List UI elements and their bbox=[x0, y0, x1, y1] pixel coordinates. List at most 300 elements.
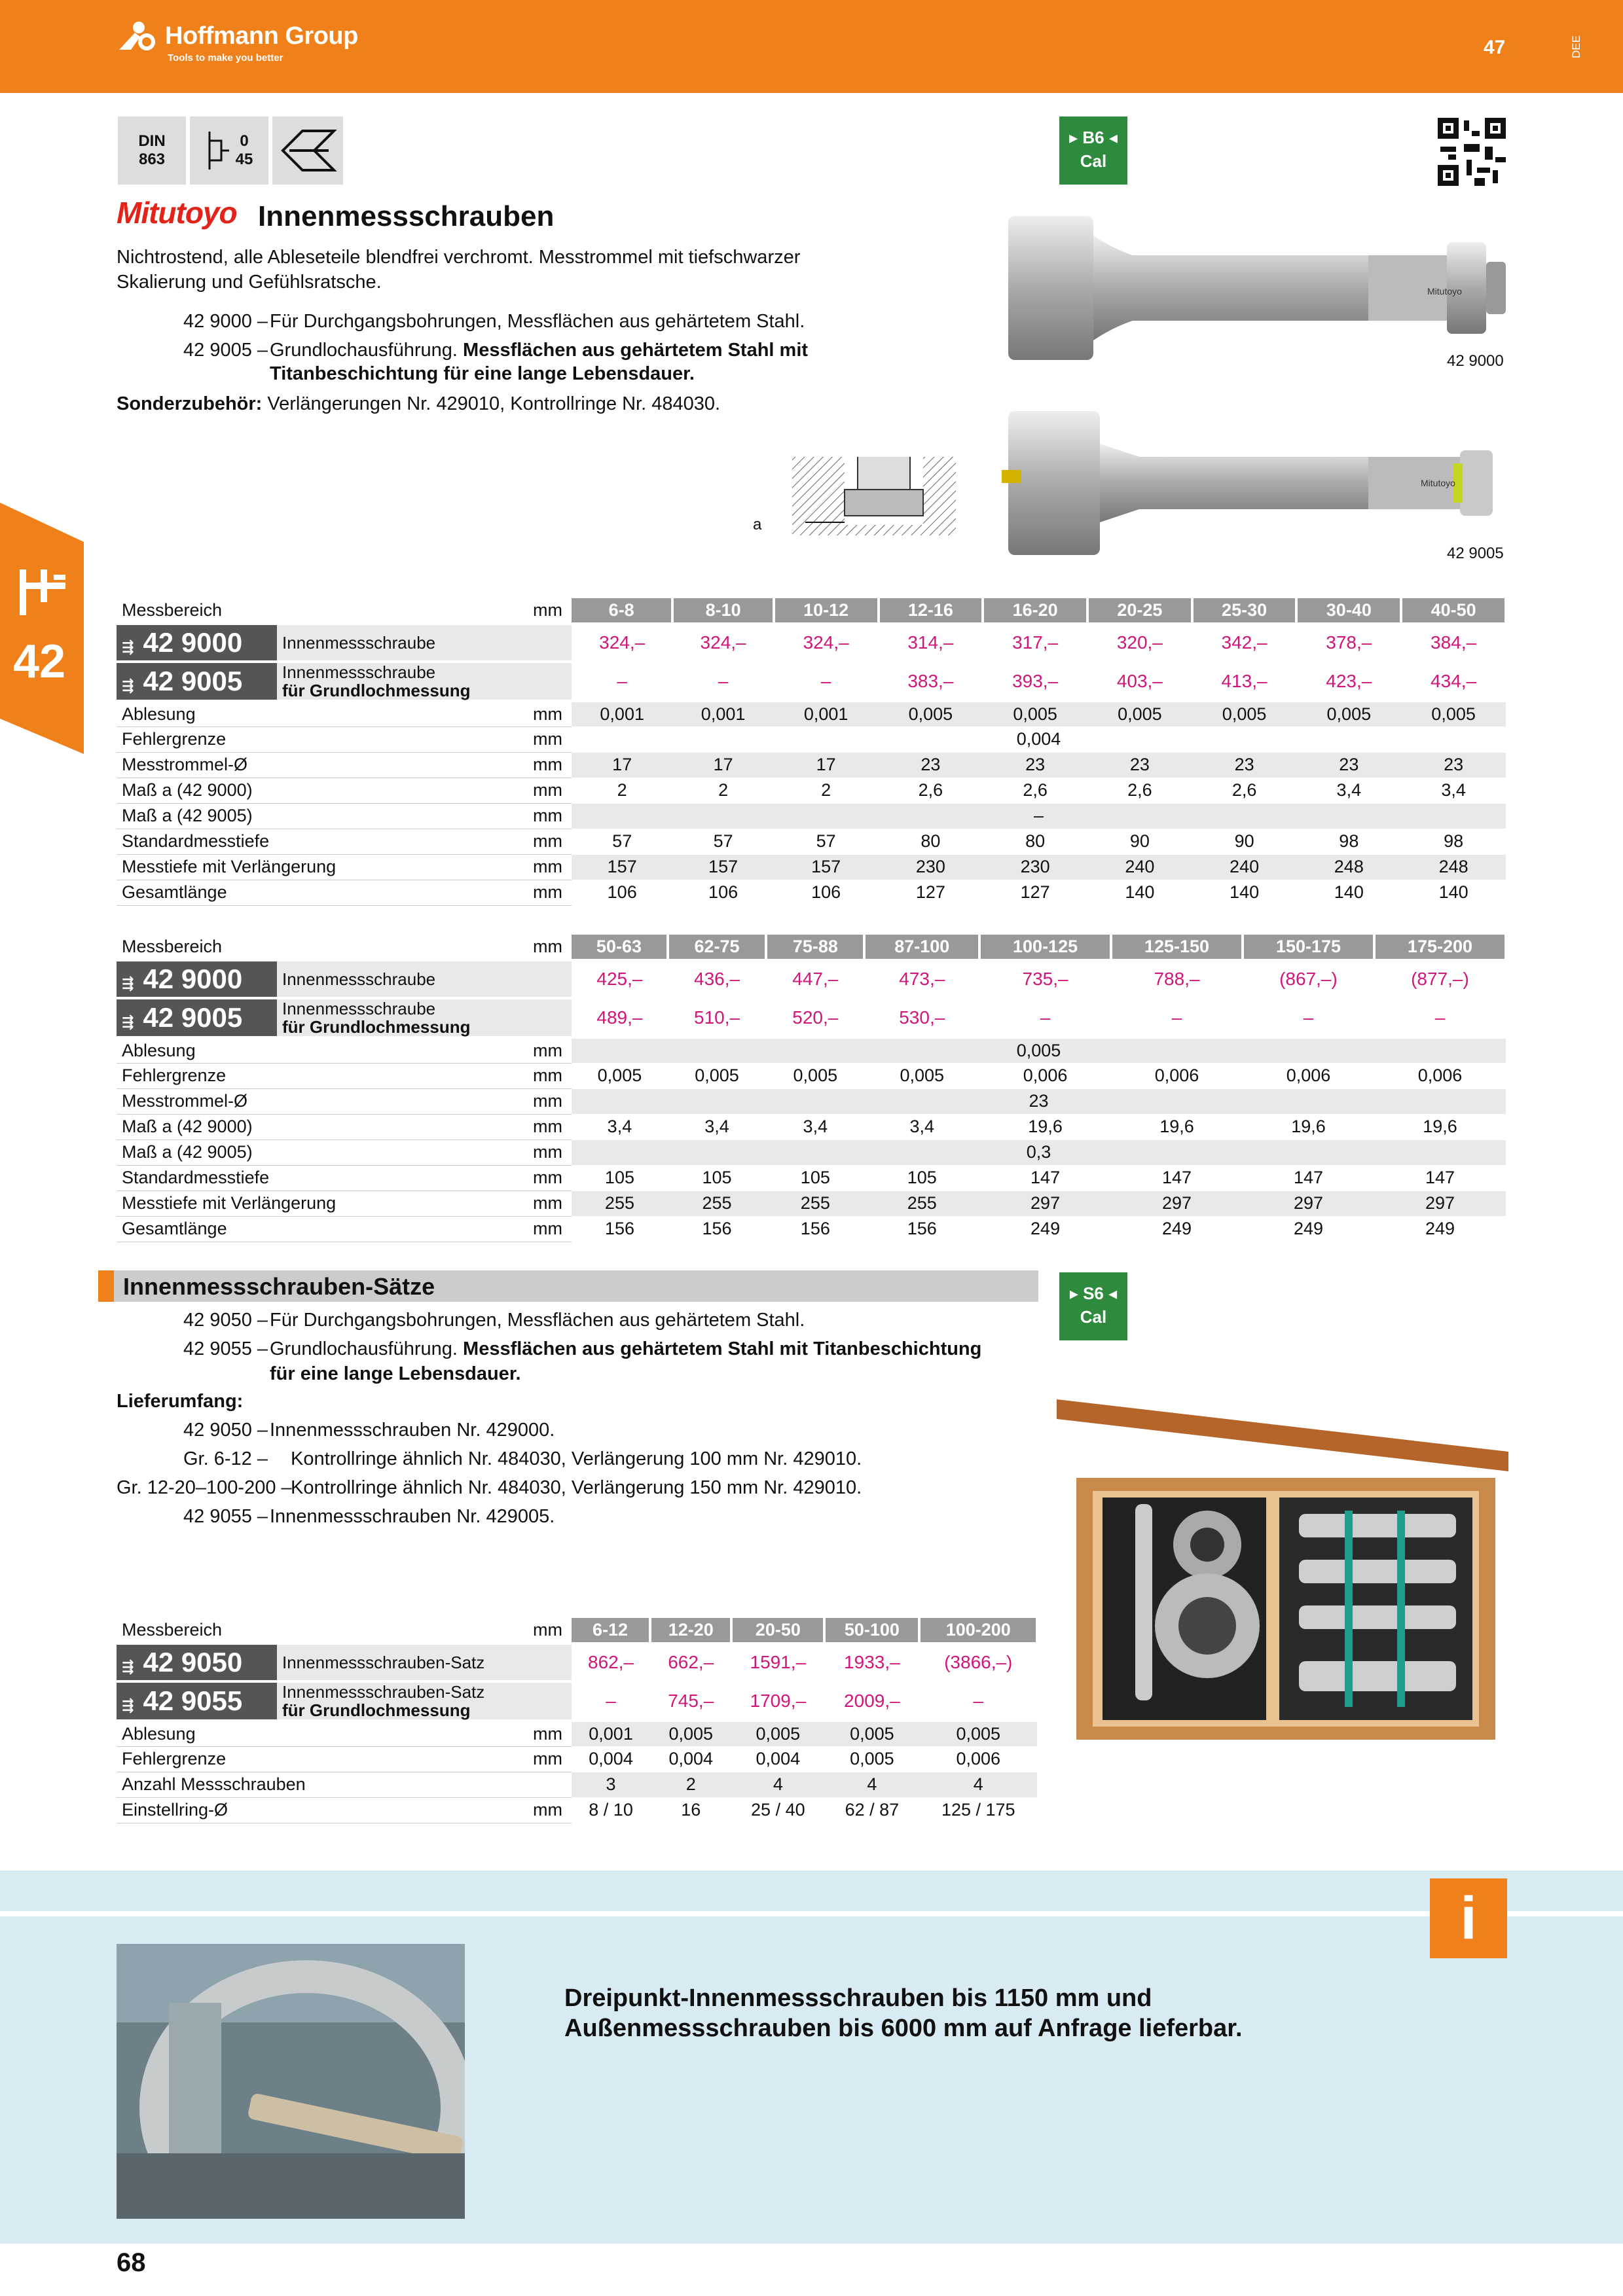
article-number-text: 42 9000 bbox=[143, 627, 243, 658]
spec-value: 140 bbox=[1192, 880, 1297, 905]
spec-unit: mm bbox=[526, 1721, 572, 1746]
accessories-label: Sonderzubehör: bbox=[117, 393, 263, 414]
article-number[interactable] bbox=[117, 624, 277, 662]
spec-row bbox=[117, 829, 1506, 854]
section-marker bbox=[98, 1270, 114, 1302]
variant-2-text-a: Grundlochausführung. bbox=[270, 340, 458, 361]
spec-value: 0,005 bbox=[766, 1063, 864, 1088]
range-header: 12-20 bbox=[650, 1618, 731, 1643]
spec-value: 23 bbox=[1296, 752, 1401, 778]
spec-unit: mm bbox=[526, 726, 572, 752]
price-cell: 423,– bbox=[1296, 662, 1401, 701]
inside-micrometer-429000-image bbox=[1002, 209, 1512, 367]
spec-unit: mm bbox=[526, 1114, 572, 1139]
article-row[interactable] bbox=[117, 1681, 1037, 1721]
unit-cell bbox=[526, 960, 572, 998]
article-description-line-2: für Grundlochmessung bbox=[282, 681, 471, 700]
spec-value: 3,4 bbox=[1296, 778, 1401, 803]
column-label-measuring-range: Messbereich bbox=[117, 598, 526, 624]
chapter-number: 42 bbox=[13, 636, 66, 688]
scope-label: Lieferumfang: bbox=[117, 1391, 244, 1412]
spec-value: – bbox=[572, 803, 1506, 829]
unit-cell bbox=[526, 1681, 572, 1721]
product-description-2: Skalierung und Gefühlsratsche. bbox=[117, 272, 382, 293]
spec-label: Ablesung bbox=[117, 1721, 526, 1746]
svg-text:Mitutoyo: Mitutoyo bbox=[1421, 478, 1455, 488]
price-cell: 324,– bbox=[672, 624, 773, 662]
spec-value: 255 bbox=[864, 1191, 979, 1216]
price-cell: 530,– bbox=[864, 998, 979, 1037]
spec-value: 2,6 bbox=[983, 778, 1087, 803]
spec-unit: mm bbox=[526, 1746, 572, 1772]
spec-value: 0,004 bbox=[650, 1746, 731, 1772]
article-description-line-2: für Grundlochmessung bbox=[282, 1700, 471, 1720]
price-cell: 788,– bbox=[1111, 960, 1243, 998]
article-description: Innenmessschraube bbox=[277, 960, 526, 998]
price-cell: 735,– bbox=[979, 960, 1111, 998]
spec-row bbox=[117, 1088, 1506, 1114]
spec-value: 140 bbox=[1296, 880, 1401, 905]
range-header: 62-75 bbox=[668, 935, 766, 960]
price-cell: 520,– bbox=[766, 998, 864, 1037]
unit-cell bbox=[526, 998, 572, 1037]
spec-value: 23 bbox=[983, 752, 1087, 778]
din-norm-box bbox=[118, 117, 186, 185]
spec-value: 249 bbox=[1243, 1216, 1374, 1242]
spec-value: 25 / 40 bbox=[731, 1797, 824, 1823]
spec-value: 105 bbox=[668, 1165, 766, 1191]
scope-4-number: 42 9055 – bbox=[183, 1506, 268, 1527]
section-header-sets bbox=[98, 1270, 1038, 1302]
spec-value: 127 bbox=[879, 880, 983, 905]
spec-value: 16 bbox=[650, 1797, 731, 1823]
range-header: 125-150 bbox=[1111, 935, 1243, 960]
cart-arrow-icon: ⇶ bbox=[122, 639, 134, 655]
range-header: 12-16 bbox=[879, 598, 983, 624]
spec-value: 0,005 bbox=[668, 1063, 766, 1088]
spec-value: 2,6 bbox=[1192, 778, 1297, 803]
price-cell: 425,– bbox=[572, 960, 668, 998]
spec-row bbox=[117, 1139, 1506, 1165]
spec-row bbox=[117, 880, 1506, 905]
info-text-line-2: Außenmessschrauben bis 6000 mm auf Anfrage lieferbar. bbox=[564, 2015, 1243, 2042]
spec-value: 297 bbox=[1243, 1191, 1374, 1216]
article-number[interactable] bbox=[117, 1643, 277, 1681]
spec-value: 3,4 bbox=[864, 1114, 979, 1139]
variant-1-text: Für Durchgangsbohrungen, Messflächen aus gehärtetem Stahl. bbox=[270, 311, 805, 332]
article-number-text: 42 9050 bbox=[143, 1647, 243, 1677]
spec-unit: mm bbox=[526, 778, 572, 803]
dimension-label-a: a bbox=[753, 516, 762, 533]
spec-value: 4 bbox=[919, 1772, 1037, 1797]
spec-value: 62 / 87 bbox=[824, 1797, 919, 1823]
cart-arrow-icon: ⇶ bbox=[122, 1014, 134, 1030]
spec-value: 297 bbox=[979, 1191, 1111, 1216]
spec-unit bbox=[526, 1772, 572, 1797]
spec-value: 297 bbox=[1111, 1191, 1243, 1216]
price-cell: 317,– bbox=[983, 624, 1087, 662]
spec-value: 157 bbox=[572, 854, 672, 880]
spec-value: 0,001 bbox=[572, 1721, 650, 1746]
column-label-measuring-range: Messbereich bbox=[117, 935, 526, 960]
spec-label: Maß a (42 9005) bbox=[117, 1139, 526, 1165]
spec-value: 0,006 bbox=[1243, 1063, 1374, 1088]
spec-value: 0,004 bbox=[731, 1746, 824, 1772]
din-block bbox=[118, 117, 343, 185]
spec-unit: mm bbox=[526, 701, 572, 726]
article-row[interactable] bbox=[117, 662, 1506, 701]
spec-label: Einstellring-Ø bbox=[117, 1797, 526, 1823]
set-variant-2-text-c: für eine lange Lebensdauer. bbox=[270, 1363, 521, 1384]
spec-value: 23 bbox=[1401, 752, 1506, 778]
price-cell: – bbox=[919, 1681, 1037, 1721]
spec-value: 255 bbox=[572, 1191, 668, 1216]
article-number-text: 42 9055 bbox=[143, 1685, 243, 1716]
spec-row bbox=[117, 1037, 1506, 1063]
price-cell: 1933,– bbox=[824, 1643, 919, 1681]
spec-label: Maß a (42 9005) bbox=[117, 803, 526, 829]
spec-value: 0,005 bbox=[1401, 701, 1506, 726]
set-variant-2-text-a: Grundlochausführung. bbox=[270, 1338, 458, 1359]
spec-value: 0,005 bbox=[824, 1746, 919, 1772]
spec-unit: mm bbox=[526, 803, 572, 829]
article-number-text: 42 9005 bbox=[143, 666, 243, 696]
range-header: 50-63 bbox=[572, 935, 668, 960]
hoffmann-logo-icon bbox=[117, 21, 158, 51]
range-header: 40-50 bbox=[1401, 598, 1506, 624]
spec-value: 3,4 bbox=[1401, 778, 1506, 803]
article-description bbox=[277, 998, 526, 1037]
price-cell: 489,– bbox=[572, 998, 668, 1037]
cart-arrow-icon: ⇶ bbox=[122, 1659, 134, 1675]
spec-value: 0,006 bbox=[919, 1746, 1037, 1772]
blind-hole-diagram bbox=[792, 450, 956, 542]
spec-value: 0,005 bbox=[572, 1063, 668, 1088]
article-description bbox=[277, 662, 526, 701]
spec-table-1 bbox=[117, 598, 1507, 906]
spec-row bbox=[117, 1114, 1506, 1139]
spec-value: 230 bbox=[879, 854, 983, 880]
article-number[interactable] bbox=[117, 662, 277, 701]
scope-3-text: Kontrollringe ähnlich Nr. 484030, Verlängerung 150 mm Nr. 429010. bbox=[291, 1477, 862, 1498]
spec-value: 0,005 bbox=[1192, 701, 1297, 726]
brand-tagline: Tools to make you better bbox=[168, 52, 283, 63]
article-row[interactable] bbox=[117, 960, 1506, 998]
spec-value: 23 bbox=[1192, 752, 1297, 778]
cal-badge-code: B6 bbox=[1082, 128, 1104, 147]
price-cell: 447,– bbox=[766, 960, 864, 998]
price-cell: – bbox=[1111, 998, 1243, 1037]
language-code: DEE bbox=[1570, 35, 1582, 58]
spec-label: Messtiefe mit Verlängerung bbox=[117, 1191, 526, 1216]
spec-unit: mm bbox=[526, 854, 572, 880]
calibration-badge-s6: ▸ S6 ◂ Cal bbox=[1059, 1272, 1127, 1340]
price-cell: – bbox=[1374, 998, 1506, 1037]
price-cell: 342,– bbox=[1192, 624, 1297, 662]
article-description-line-1: Innenmessschraube bbox=[282, 662, 436, 682]
info-divider bbox=[0, 1911, 1623, 1916]
accessories-text: Verlängerungen Nr. 429010, Kontrollringe Nr. 484030. bbox=[267, 393, 721, 414]
price-cell: – bbox=[774, 662, 879, 701]
spec-unit: mm bbox=[526, 1063, 572, 1088]
price-cell: 314,– bbox=[879, 624, 983, 662]
spec-label: Ablesung bbox=[117, 701, 526, 726]
article-number[interactable] bbox=[117, 998, 277, 1037]
range-header: 20-50 bbox=[731, 1618, 824, 1643]
spec-value: 19,6 bbox=[979, 1114, 1111, 1139]
set-variant-2-text bbox=[270, 1336, 981, 1361]
spec-table-2 bbox=[117, 935, 1507, 1242]
spec-row bbox=[117, 1216, 1506, 1242]
scope-4-text: Innenmessschrauben Nr. 429005. bbox=[270, 1506, 555, 1527]
spec-value: 156 bbox=[572, 1216, 668, 1242]
spec-value: 0,004 bbox=[572, 1746, 650, 1772]
spec-value: 105 bbox=[766, 1165, 864, 1191]
spec-value: 23 bbox=[572, 1088, 1506, 1114]
article-number[interactable] bbox=[117, 960, 277, 998]
price-cell: 1591,– bbox=[731, 1643, 824, 1681]
spec-value: 147 bbox=[1243, 1165, 1374, 1191]
spec-value: 240 bbox=[1192, 854, 1297, 880]
qr-code-icon[interactable] bbox=[1435, 115, 1508, 188]
article-row[interactable] bbox=[117, 1643, 1037, 1681]
spec-value: 3,4 bbox=[668, 1114, 766, 1139]
spec-value: 2 bbox=[650, 1772, 731, 1797]
spec-value: 147 bbox=[1111, 1165, 1243, 1191]
spec-value: 125 / 175 bbox=[919, 1797, 1037, 1823]
spec-row bbox=[117, 1721, 1037, 1746]
product-title: Innenmessschrauben bbox=[258, 200, 555, 232]
unit-cell bbox=[526, 1643, 572, 1681]
spec-value: 19,6 bbox=[1111, 1114, 1243, 1139]
hoffmann-logo[interactable] bbox=[117, 21, 358, 63]
spec-value: 0,005 bbox=[731, 1721, 824, 1746]
spec-value: 2 bbox=[672, 778, 773, 803]
range-header: 6-12 bbox=[572, 1618, 650, 1643]
price-cell: 745,– bbox=[650, 1681, 731, 1721]
micrometer-symbol-icon bbox=[206, 128, 232, 173]
range-header: 8-10 bbox=[672, 598, 773, 624]
spec-unit: mm bbox=[526, 1088, 572, 1114]
price-cell: – bbox=[1243, 998, 1374, 1037]
table-header-row bbox=[117, 935, 1506, 960]
spec-label: Messtrommel-Ø bbox=[117, 752, 526, 778]
price-cell: 434,– bbox=[1401, 662, 1506, 701]
spec-value: 297 bbox=[1374, 1191, 1506, 1216]
range-header: 30-40 bbox=[1296, 598, 1401, 624]
angle-box bbox=[190, 117, 268, 185]
article-row[interactable] bbox=[117, 998, 1506, 1037]
scope-1-number: 42 9050 – bbox=[183, 1420, 268, 1441]
range-header: 100-200 bbox=[919, 1618, 1037, 1643]
spec-value: 255 bbox=[766, 1191, 864, 1216]
spec-label: Gesamtlänge bbox=[117, 880, 526, 905]
range-header: 16-20 bbox=[983, 598, 1087, 624]
spec-label: Fehlergrenze bbox=[117, 1063, 526, 1088]
spec-row bbox=[117, 1063, 1506, 1088]
set-variant-2-text-b: Messflächen aus gehärtetem Stahl mit Titanbeschichtung bbox=[463, 1338, 982, 1359]
spec-value: 17 bbox=[572, 752, 672, 778]
price-cell: – bbox=[572, 1681, 650, 1721]
range-max: 45 bbox=[235, 151, 253, 168]
spec-value: 0,005 bbox=[572, 1037, 1506, 1063]
spec-value: 127 bbox=[983, 880, 1087, 905]
price-cell: 378,– bbox=[1296, 624, 1401, 662]
svg-text:Mitutoyo: Mitutoyo bbox=[1427, 286, 1462, 296]
spec-value: 0,005 bbox=[864, 1063, 979, 1088]
spec-value: 157 bbox=[774, 854, 879, 880]
spec-value: 249 bbox=[1111, 1216, 1243, 1242]
spec-value: 0,005 bbox=[1296, 701, 1401, 726]
variant-2-text bbox=[270, 338, 808, 363]
variant-2-text-c: Titanbeschichtung für eine lange Lebensdauer. bbox=[270, 363, 695, 384]
spec-value: 156 bbox=[668, 1216, 766, 1242]
spec-label: Standardmesstiefe bbox=[117, 1165, 526, 1191]
article-description-line-1: Innenmessschraube bbox=[282, 999, 436, 1018]
price-cell: 1709,– bbox=[731, 1681, 824, 1721]
price-cell: 473,– bbox=[864, 960, 979, 998]
spec-label: Gesamtlänge bbox=[117, 1216, 526, 1242]
spec-row bbox=[117, 778, 1506, 803]
spec-value: 17 bbox=[672, 752, 773, 778]
cart-arrow-icon: ⇶ bbox=[122, 1697, 134, 1713]
spec-value: 140 bbox=[1401, 880, 1506, 905]
info-text bbox=[564, 1983, 1243, 2043]
spec-row bbox=[117, 701, 1506, 726]
table-header-row bbox=[117, 1618, 1037, 1643]
spec-unit: mm bbox=[526, 1191, 572, 1216]
unit-cell bbox=[526, 662, 572, 701]
spec-value: 0,006 bbox=[1374, 1063, 1506, 1088]
three-point-box bbox=[272, 117, 343, 185]
spec-unit: mm bbox=[526, 1139, 572, 1165]
price-cell: 436,– bbox=[668, 960, 766, 998]
spec-value: 140 bbox=[1087, 880, 1192, 905]
price-cell: 413,– bbox=[1192, 662, 1297, 701]
cart-arrow-icon: ⇶ bbox=[122, 975, 134, 992]
caliper-icon bbox=[14, 563, 71, 628]
spec-value: 0,005 bbox=[919, 1721, 1037, 1746]
price-cell: 324,– bbox=[572, 624, 672, 662]
page-number-bottom: 68 bbox=[117, 2248, 146, 2277]
spec-value: 0,001 bbox=[572, 701, 672, 726]
spec-value: 105 bbox=[864, 1165, 979, 1191]
section-title: Innenmessschrauben-Sätze bbox=[123, 1273, 435, 1300]
spec-value: 248 bbox=[1296, 854, 1401, 880]
spec-value: 4 bbox=[824, 1772, 919, 1797]
spec-label: Maß a (42 9000) bbox=[117, 1114, 526, 1139]
spec-value: 0,3 bbox=[572, 1139, 1506, 1165]
spec-unit: mm bbox=[526, 1797, 572, 1823]
article-number[interactable] bbox=[117, 1681, 277, 1721]
spec-row bbox=[117, 1165, 1506, 1191]
spec-value: 80 bbox=[983, 829, 1087, 854]
three-point-icon bbox=[276, 124, 339, 177]
column-label-measuring-range: Messbereich bbox=[117, 1618, 526, 1643]
article-row[interactable] bbox=[117, 624, 1506, 662]
article-number-text: 42 9005 bbox=[143, 1002, 243, 1033]
spec-value: 23 bbox=[879, 752, 983, 778]
article-description bbox=[277, 1681, 526, 1721]
large-bore-measurement-photo bbox=[117, 1944, 465, 2219]
image-caption-429000: 42 9000 bbox=[1447, 352, 1504, 370]
variant-1-number: 42 9000 – bbox=[183, 311, 268, 332]
accessories-line bbox=[117, 391, 720, 416]
price-cell: 510,– bbox=[668, 998, 766, 1037]
spec-value: 0,006 bbox=[1111, 1063, 1243, 1088]
spec-value: 8 / 10 bbox=[572, 1797, 650, 1823]
spec-value: 248 bbox=[1401, 854, 1506, 880]
range-header: 10-12 bbox=[774, 598, 879, 624]
spec-unit: mm bbox=[526, 1216, 572, 1242]
scope-3-number: Gr. 12-20–100-200 – bbox=[117, 1477, 292, 1498]
spec-row bbox=[117, 854, 1506, 880]
spec-row bbox=[117, 803, 1506, 829]
unit-label: mm bbox=[526, 935, 572, 960]
price-cell: 383,– bbox=[879, 662, 983, 701]
spec-value: 105 bbox=[572, 1165, 668, 1191]
price-cell: (3866,–) bbox=[919, 1643, 1037, 1681]
spec-value: 157 bbox=[672, 854, 773, 880]
spec-value: 156 bbox=[864, 1216, 979, 1242]
spec-unit: mm bbox=[526, 1037, 572, 1063]
spec-label: Ablesung bbox=[117, 1037, 526, 1063]
range-min: 0 bbox=[240, 132, 249, 150]
scope-2-number: Gr. 6-12 – bbox=[183, 1448, 268, 1469]
spec-unit: mm bbox=[526, 1165, 572, 1191]
spec-value: 0,005 bbox=[1087, 701, 1192, 726]
range-header: 87-100 bbox=[864, 935, 979, 960]
cart-arrow-icon: ⇶ bbox=[122, 677, 134, 694]
scope-1-text: Innenmessschrauben Nr. 429000. bbox=[270, 1420, 555, 1441]
spec-value: 80 bbox=[879, 829, 983, 854]
range-header: 100-125 bbox=[979, 935, 1111, 960]
spec-value: 57 bbox=[672, 829, 773, 854]
spec-value: 19,6 bbox=[1243, 1114, 1374, 1139]
price-cell: 2009,– bbox=[824, 1681, 919, 1721]
range-header: 175-200 bbox=[1374, 935, 1506, 960]
range-header: 25-30 bbox=[1192, 598, 1297, 624]
inside-micrometer-429005-image bbox=[1002, 404, 1512, 562]
article-number-text: 42 9000 bbox=[143, 963, 243, 994]
calibration-badge-b6: ▸ B6 ◂ Cal bbox=[1059, 117, 1127, 185]
price-cell: (867,–) bbox=[1243, 960, 1374, 998]
spec-label: Maß a (42 9000) bbox=[117, 778, 526, 803]
chapter-tab[interactable] bbox=[0, 503, 84, 754]
table-header-row bbox=[117, 598, 1506, 624]
spec-value: 19,6 bbox=[1374, 1114, 1506, 1139]
price-cell: 384,– bbox=[1401, 624, 1506, 662]
range-header: 75-88 bbox=[766, 935, 864, 960]
spec-label: Anzahl Messschrauben bbox=[117, 1772, 526, 1797]
info-text-line-1: Dreipunkt-Innenmessschrauben bis 1150 mm und bbox=[564, 1984, 1152, 2012]
spec-value: 90 bbox=[1087, 829, 1192, 854]
scope-2-text: Kontrollringe ähnlich Nr. 484030, Verlängerung 100 mm Nr. 429010. bbox=[291, 1448, 862, 1469]
price-cell: 403,– bbox=[1087, 662, 1192, 701]
spec-value: 98 bbox=[1401, 829, 1506, 854]
spec-value: 2 bbox=[774, 778, 879, 803]
din-label: DIN bbox=[138, 132, 166, 150]
spec-value: 249 bbox=[1374, 1216, 1506, 1242]
spec-value: 240 bbox=[1087, 854, 1192, 880]
spec-value: 90 bbox=[1192, 829, 1297, 854]
spec-unit: mm bbox=[526, 880, 572, 905]
spec-value: 106 bbox=[672, 880, 773, 905]
spec-value: 23 bbox=[1087, 752, 1192, 778]
article-description-line-1: Innenmessschrauben-Satz bbox=[282, 1682, 485, 1702]
range-header: 6-8 bbox=[572, 598, 672, 624]
spec-value: 147 bbox=[979, 1165, 1111, 1191]
